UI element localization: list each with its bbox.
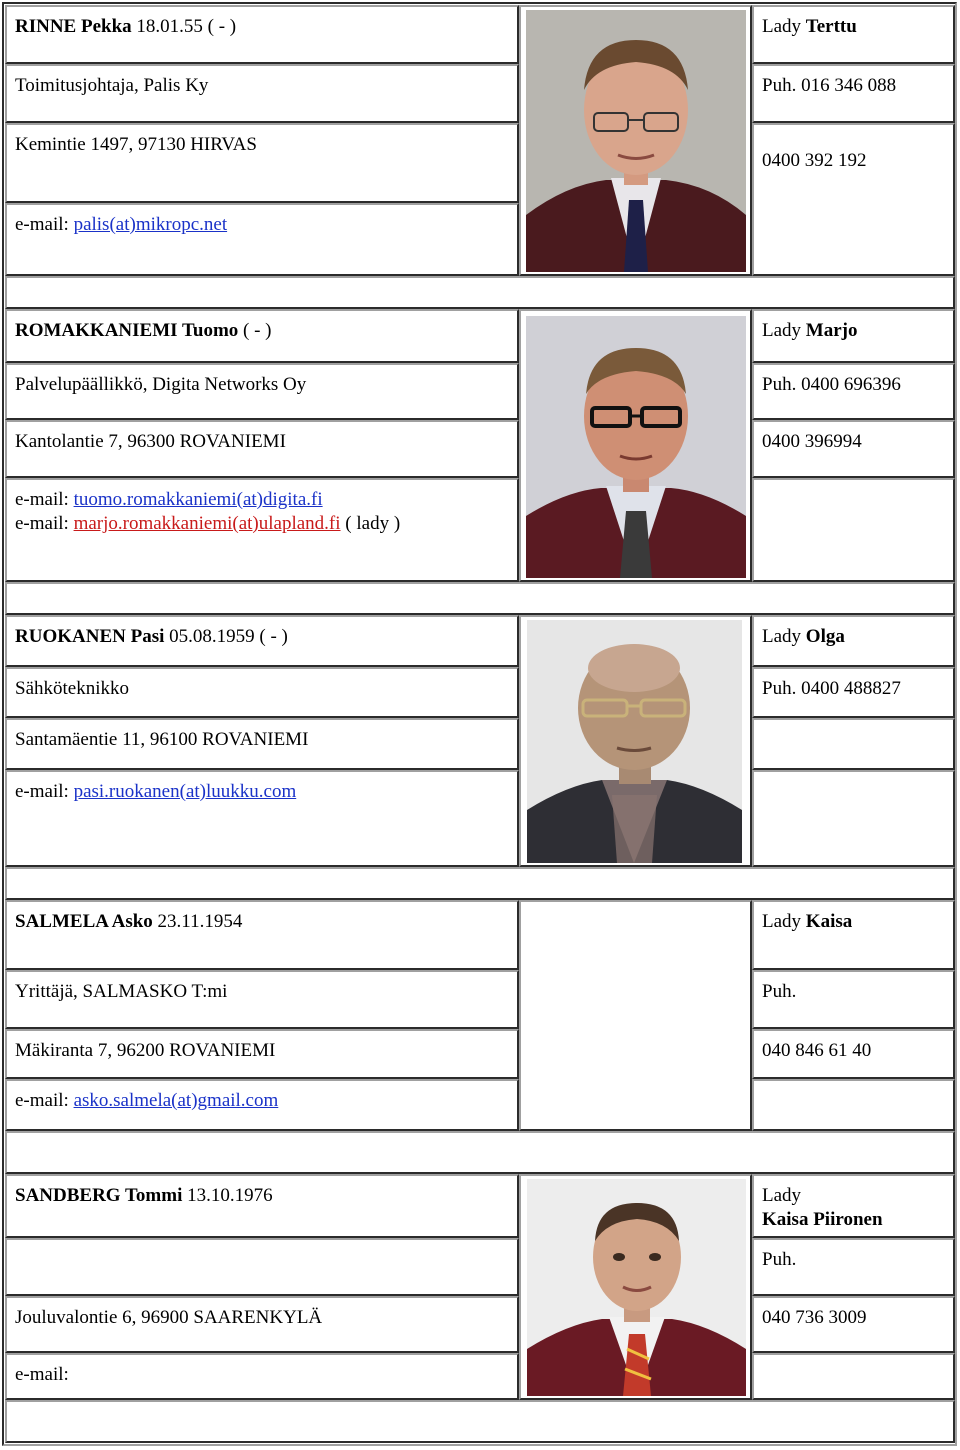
member-born: 18.01.55 ( - ) — [136, 16, 237, 37]
member-photo — [526, 10, 746, 272]
email-note: ( lady ) — [345, 513, 401, 534]
lady-cell — [752, 615, 955, 667]
mobile: 0400 392 192 — [762, 150, 867, 171]
member-address: Santamäentie 11, 96100 ROVANIEMI — [15, 729, 309, 750]
member-name-cell — [5, 1174, 519, 1238]
lady-name: Terttu — [805, 16, 857, 37]
photo-cell — [519, 1174, 752, 1400]
phone: Puh. — [762, 1249, 797, 1270]
email-link[interactable]: pasi.ruokanen(at)luukku.com — [73, 781, 297, 802]
empty-cell — [752, 718, 955, 770]
email-label: e-mail: — [15, 214, 69, 235]
member-title: Sähköteknikko — [15, 678, 129, 699]
member-title-cell — [5, 970, 519, 1029]
member-email-cell — [5, 1079, 519, 1131]
member-address-cell — [5, 1296, 519, 1353]
lady-cell — [752, 309, 955, 363]
member-photo — [527, 1179, 746, 1396]
email-label: e-mail: — [15, 1090, 69, 1111]
mobile: 0400 396994 — [762, 431, 862, 452]
phone-cell — [752, 667, 955, 718]
phone-cell — [752, 64, 955, 123]
member-photo — [526, 316, 746, 578]
email-label: e-mail: — [15, 513, 69, 534]
spacer-row — [5, 582, 955, 615]
member-born: ( - ) — [243, 320, 272, 341]
member-photo — [527, 620, 742, 863]
member-title-cell — [5, 363, 519, 420]
member-title: Yrittäjä, SALMASKO T:mi — [15, 981, 228, 1002]
phone: Puh. 0400 488827 — [762, 678, 901, 699]
lady-label: Lady — [762, 1185, 802, 1206]
mobile-cell — [752, 1296, 955, 1353]
member-address-cell — [5, 718, 519, 770]
lady-cell — [752, 900, 955, 970]
empty-cell — [752, 1079, 955, 1131]
member-born: 05.08.1959 ( - ) — [169, 626, 288, 647]
email-link[interactable]: tuomo.romakkaniemi(at)digita.fi — [73, 489, 323, 510]
email-label: e-mail: — [15, 781, 69, 802]
photo-cell-empty — [519, 900, 752, 1131]
spacer-row — [5, 867, 955, 900]
member-address-cell — [5, 420, 519, 478]
photo-cell — [519, 615, 752, 867]
mobile-cell — [752, 420, 955, 478]
member-address: Mäkiranta 7, 96200 ROVANIEMI — [15, 1040, 276, 1061]
member-name-cell — [5, 309, 519, 363]
spacer-row — [5, 1131, 955, 1174]
empty-cell — [752, 478, 955, 582]
lady-cell — [752, 5, 955, 64]
lady-name: Olga — [805, 626, 845, 647]
member-name: RINNE Pekka — [15, 16, 132, 37]
member-name-cell — [5, 900, 519, 970]
spacer-row — [5, 1400, 955, 1443]
member-name: RUOKANEN Pasi — [15, 626, 165, 647]
member-email-cell — [5, 478, 519, 582]
member-title: Palvelupäällikkö, Digita Networks Oy — [15, 374, 307, 395]
member-name: SALMELA Asko — [15, 911, 153, 932]
lady-name: Marjo — [805, 320, 858, 341]
member-address: Jouluvalontie 6, 96900 SAARENKYLÄ — [15, 1307, 323, 1328]
lady-name: Kaisa — [805, 911, 853, 932]
lady-name: Kaisa Piironen — [762, 1209, 883, 1230]
email-label: e-mail: — [15, 489, 69, 510]
lady-label: Lady — [762, 626, 802, 647]
email-link[interactable]: asko.salmela(at)gmail.com — [73, 1090, 279, 1111]
mobile: 040 736 3009 — [762, 1307, 867, 1328]
member-name-cell — [5, 615, 519, 667]
member-title: Toimitusjohtaja, Palis Ky — [15, 75, 209, 96]
member-email-cell — [5, 1353, 519, 1400]
phone: Puh. 0400 696396 — [762, 374, 901, 395]
spacer-row — [5, 276, 955, 309]
member-born: 13.10.1976 — [187, 1185, 273, 1206]
phone-cell — [752, 363, 955, 420]
mobile-cell — [752, 123, 955, 276]
mobile: 040 846 61 40 — [762, 1040, 872, 1061]
empty-cell — [752, 1353, 955, 1400]
member-address: Kemintie 1497, 97130 HIRVAS — [15, 134, 257, 155]
member-address: Kantolantie 7, 96300 ROVANIEMI — [15, 431, 286, 452]
member-born: 23.11.1954 — [157, 911, 243, 932]
member-email-cell — [5, 770, 519, 867]
photo-cell — [519, 309, 752, 582]
photo-cell — [519, 5, 752, 276]
member-title-cell — [5, 64, 519, 123]
lady-label: Lady — [762, 320, 802, 341]
member-name: ROMAKKANIEMI Tuomo — [15, 320, 239, 341]
member-title-cell — [5, 1238, 519, 1296]
member-address-cell — [5, 1029, 519, 1079]
phone-cell — [752, 970, 955, 1029]
member-address-cell — [5, 123, 519, 203]
member-name-cell — [5, 5, 519, 64]
phone: Puh. 016 346 088 — [762, 75, 897, 96]
member-title-cell — [5, 667, 519, 718]
phone: Puh. — [762, 981, 797, 1002]
mobile-cell — [752, 1029, 955, 1079]
empty-cell — [752, 770, 955, 867]
lady-label: Lady — [762, 911, 802, 932]
member-name: SANDBERG Tommi — [15, 1185, 183, 1206]
phone-cell — [752, 1238, 955, 1296]
email-link[interactable]: palis(at)mikropc.net — [73, 214, 228, 235]
member-email-cell — [5, 203, 519, 276]
lady-email-link[interactable]: marjo.romakkaniemi(at)ulapland.fi — [73, 513, 341, 534]
lady-label: Lady — [762, 16, 802, 37]
email-label: e-mail: — [15, 1364, 69, 1385]
lady-cell — [752, 1174, 955, 1238]
